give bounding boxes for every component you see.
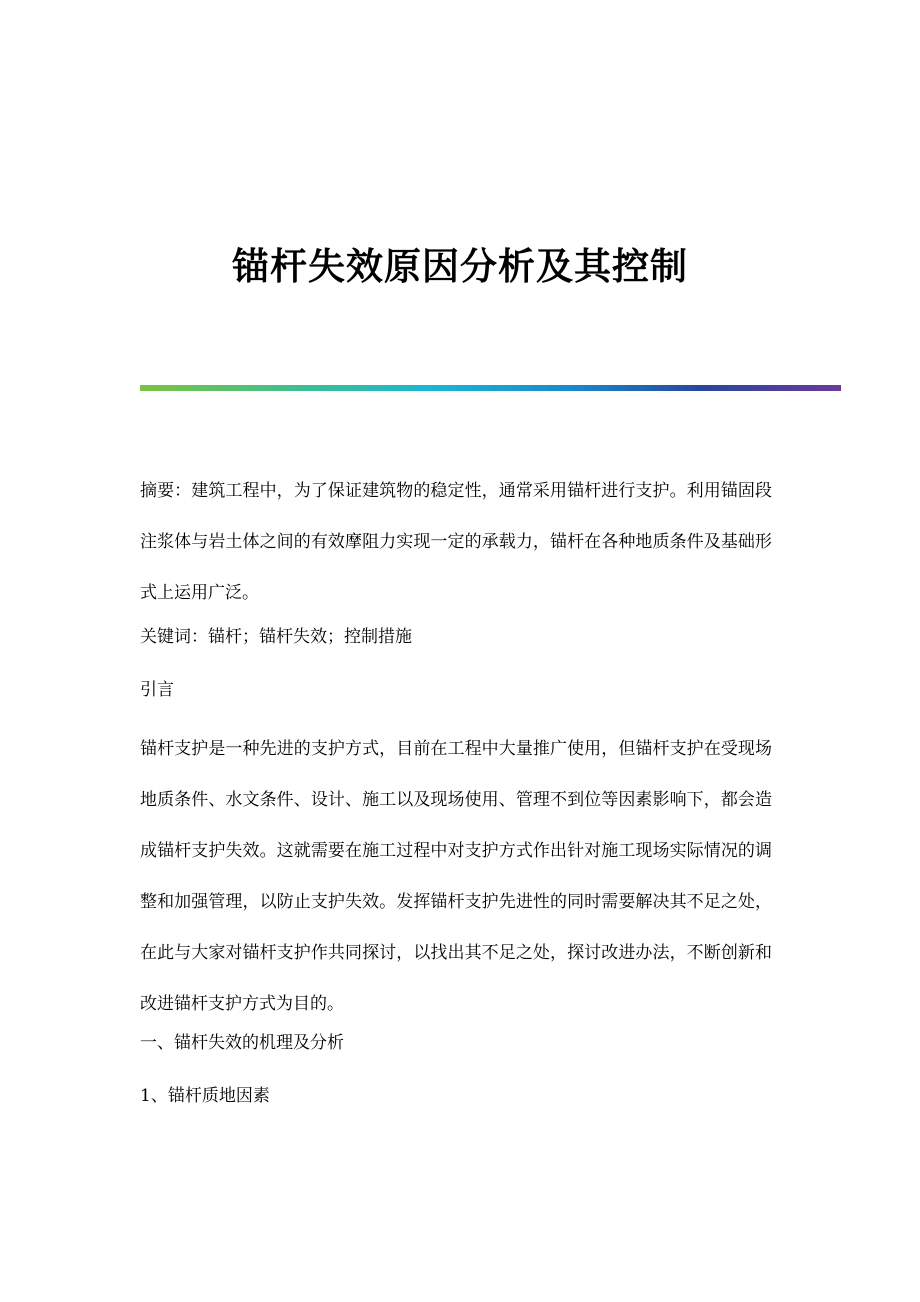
keywords-line: 关键词：锚杆；锚杆失效；控制措施 xyxy=(140,627,412,647)
abstract-paragraph: 摘要：建筑工程中，为了保证建筑物的稳定性，通常采用锚杆进行支护。利用锚固段注浆体与岩土体之间的有效摩阻力实现一定的承载力，锚杆在各种地质条件及基础形式上运用广泛。 xyxy=(140,481,772,603)
section-heading-1: 一、锚杆失效的机理及分析 xyxy=(140,1033,344,1053)
gradient-divider xyxy=(140,385,841,391)
intro-heading: 引言 xyxy=(140,680,174,700)
subsection-heading-1-1: 1、锚杆质地因素 xyxy=(140,1086,270,1106)
document-title: 锚杆失效原因分析及其控制 xyxy=(232,243,688,288)
intro-paragraph: 锚杆支护是一种先进的支护方式，目前在工程中大量推广使用，但锚杆支护在受现场地质条件、水文条件、设计、施工以及现场使用、管理不到位等因素影响下，都会造成锚杆支护失效。这就需要在施工过程中对支护方式作出针对施工现场实际情况的调整和加强管理，以防止支护失效。发挥锚杆支护先进性的同时需要解决其不足之处，在此与大家对锚杆支护作共同探讨，以找出其不足之处，探讨改进办法，不断创新和改进锚杆支护方式为目的。 xyxy=(140,739,772,1014)
